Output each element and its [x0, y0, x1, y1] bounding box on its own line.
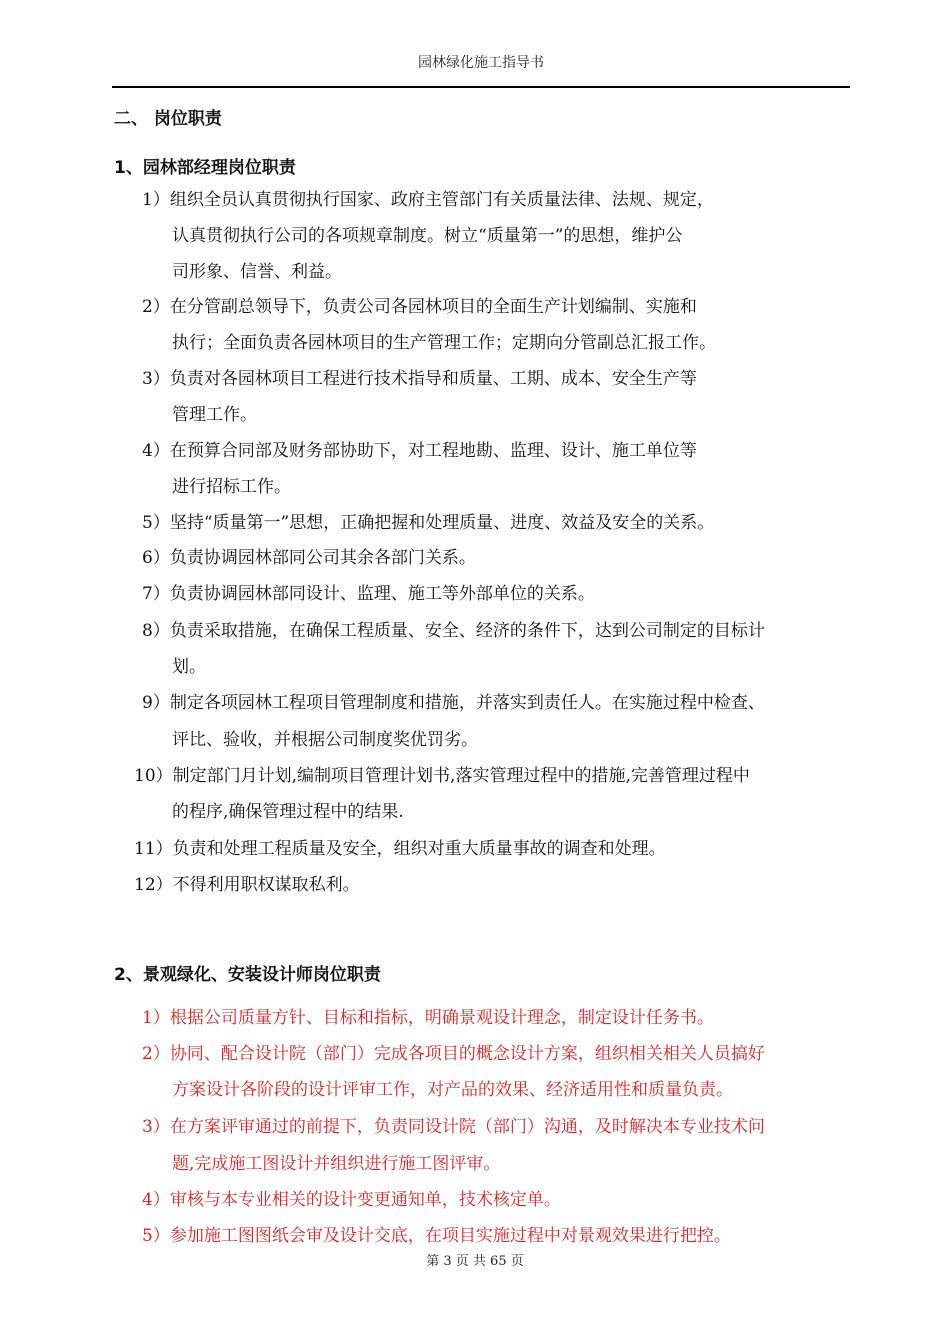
- page-number: 第 3 页 共 65 页: [426, 1254, 524, 1269]
- section-heading: 二、 岗位职责: [114, 109, 222, 129]
- s1-line: 6）负责协调园林部同公司其余各部门关系。: [142, 548, 476, 568]
- s2-line: 3）在方案评审通过的前提下，负责同设计院（部门）沟通，及时解决本专业技术问: [142, 1117, 765, 1137]
- s1-line: 认真贯彻执行公司的各项规章制度。树立“质量第一”的思想，维护公: [172, 226, 683, 246]
- s1-line: 5）坚持“质量第一”思想，正确把握和处理质量、进度、效益及安全的关系。: [142, 513, 715, 533]
- s1-line: 划。: [172, 657, 206, 677]
- s1-line: 4）在预算合同部及财务部协助下，对工程地勘、监理、设计、施工单位等: [142, 441, 697, 461]
- s2-line: 2）协同、配合设计院（部门）完成各项目的概念设计方案，组织相关相关人员搞好: [142, 1044, 765, 1064]
- s1-line: 11）负责和处理工程质量及安全，组织对重大质量事故的调查和处理。: [134, 839, 666, 859]
- s1-line: 3）负责对各园林项目工程进行技术指导和质量、工期、成本、安全生产等: [142, 369, 697, 389]
- s2-heading: 2、景观绿化、安装设计师岗位职责: [114, 965, 381, 985]
- s2-line: 方案设计各阶段的设计评审工作，对产品的效果、经济适用性和质量负责。: [172, 1080, 733, 1100]
- s1-line: 9）制定各项园林工程项目管理制度和措施，并落实到责任人。在实施过程中检查、: [142, 693, 765, 713]
- s1-line: 7）负责协调园林部同设计、监理、施工等外部单位的关系。: [142, 584, 595, 604]
- s1-line: 管理工作。: [172, 405, 257, 425]
- header-rule: [112, 86, 850, 88]
- s1-line: 司形象、信誉、利益。: [172, 262, 342, 282]
- s1-line: 评比、验收，并根据公司制度奖优罚劣。: [172, 730, 478, 750]
- s1-line: 进行招标工作。: [172, 477, 291, 497]
- s1-line: 12）不得利用职权谋取私利。: [134, 875, 360, 895]
- s2-line: 4）审核与本专业相关的设计变更通知单，技术核定单。: [142, 1190, 561, 1210]
- s1-line: 2）在分管副总领导下，负责公司各园林项目的全面生产计划编制、实施和: [142, 297, 697, 317]
- s2-line: 5）参加施工图图纸会审及设计交底，在项目实施过程中对景观效果进行把控。: [142, 1226, 731, 1246]
- running-header: 园林绿化施工指导书: [418, 55, 544, 71]
- s1-line: 8）负责采取措施，在确保工程质量、安全、经济的条件下，达到公司制定的目标计: [142, 621, 765, 641]
- s2-line: 题,完成施工图设计并组织进行施工图评审。: [172, 1154, 501, 1174]
- s1-heading: 1、园林部经理岗位职责: [114, 158, 296, 178]
- s1-line: 10）制定部门月计划,编制项目管理计划书,落实管理过程中的措施,完善管理过程中: [134, 766, 750, 786]
- s1-line: 的程序,确保管理过程中的结果.: [172, 802, 404, 822]
- s1-line: 执行；全面负责各园林项目的生产管理工作；定期向分管副总汇报工作。: [172, 333, 716, 353]
- s1-line: 1）组织全员认真贯彻执行国家、政府主管部门有关质量法律、法规、规定，: [142, 190, 714, 210]
- s2-line: 1）根据公司质量方针、目标和指标，明确景观设计理念，制定设计任务书。: [142, 1008, 714, 1028]
